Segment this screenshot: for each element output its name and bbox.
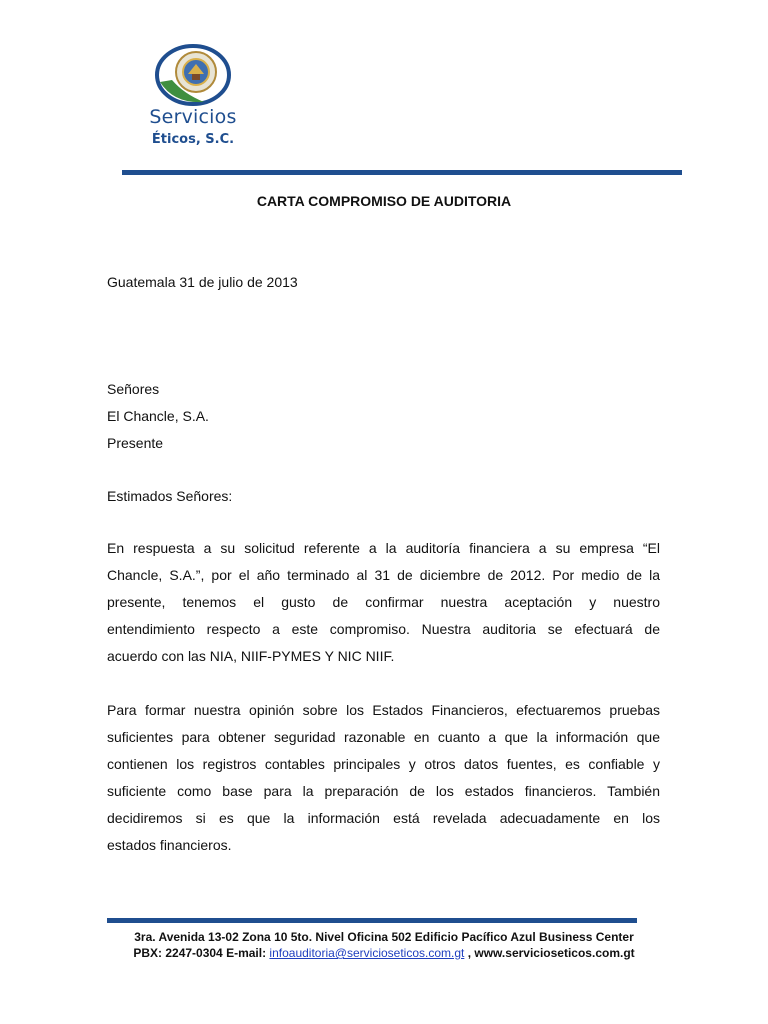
recipient-line-1: Señores — [107, 381, 160, 397]
paragraph-line: presente, tenemos el gusto de confirmar nuestra aceptación y nuestro — [107, 594, 660, 610]
paragraph-line: suficiente como base para la preparación de los estados financieros. También — [107, 783, 660, 799]
footer-website[interactable]: www.servicioseticos.com.gt — [474, 946, 635, 960]
paragraph-line: Para formar nuestra opinión sobre los Estados Financieros, efectuaremos pruebas — [107, 702, 660, 718]
paragraph-line: estados financieros. — [107, 837, 232, 853]
paragraph-line: entendimiento respecto a este compromiso. Nuestra auditoria se efectuará de — [107, 621, 660, 637]
footer-divider — [107, 918, 637, 923]
footer-email-link[interactable]: infoauditoria@servicioseticos.com.gt — [269, 946, 465, 960]
header-divider — [122, 170, 682, 175]
paragraph-line: suficientes para obtener seguridad razonable en cuanto a que la información que — [107, 729, 660, 745]
footer-address: 3ra. Avenida 13-02 Zona 10 5to. Nivel Oficina 502 Edificio Pacífico Azul Business Center — [134, 930, 634, 944]
footer-pbx: PBX: 2247-0304 E-mail: — [133, 946, 270, 960]
document-title: CARTA COMPROMISO DE AUDITORIA — [256, 193, 512, 209]
salutation: Estimados Señores: — [107, 488, 233, 504]
paragraph-line: En respuesta a su solicitud referente a la auditoría financiera a su empresa “El — [107, 540, 660, 556]
footer-contact — [0, 946, 768, 960]
paragraph-line: Chancle, S.A.”, por el año terminado al 31 de diciembre de 2012. Por medio de la — [107, 567, 660, 583]
company-logo — [138, 44, 248, 154]
footer-separator: , — [464, 946, 475, 960]
logo-name: Servicios — [149, 106, 237, 128]
paragraph-line: contienen los registros contables principales y otros datos fuentes, es confiable y — [107, 756, 660, 772]
date-line: Guatemala 31 de julio de 2013 — [107, 274, 298, 290]
logo-subtitle: Éticos, S.C. — [151, 132, 235, 147]
recipient-line-3: Presente — [107, 435, 164, 451]
paragraph-1 — [107, 535, 660, 670]
logo-seal-icon — [154, 44, 232, 106]
paragraph-line: acuerdo con las NIA, NIIF-PYMES Y NIC NIIF. — [107, 648, 395, 664]
recipient-line-2: El Chancle, S.A. — [107, 408, 209, 424]
paragraph-2 — [107, 697, 660, 859]
paragraph-line: decidiremos si es que la información está revelada adecuadamente en los — [107, 810, 660, 826]
